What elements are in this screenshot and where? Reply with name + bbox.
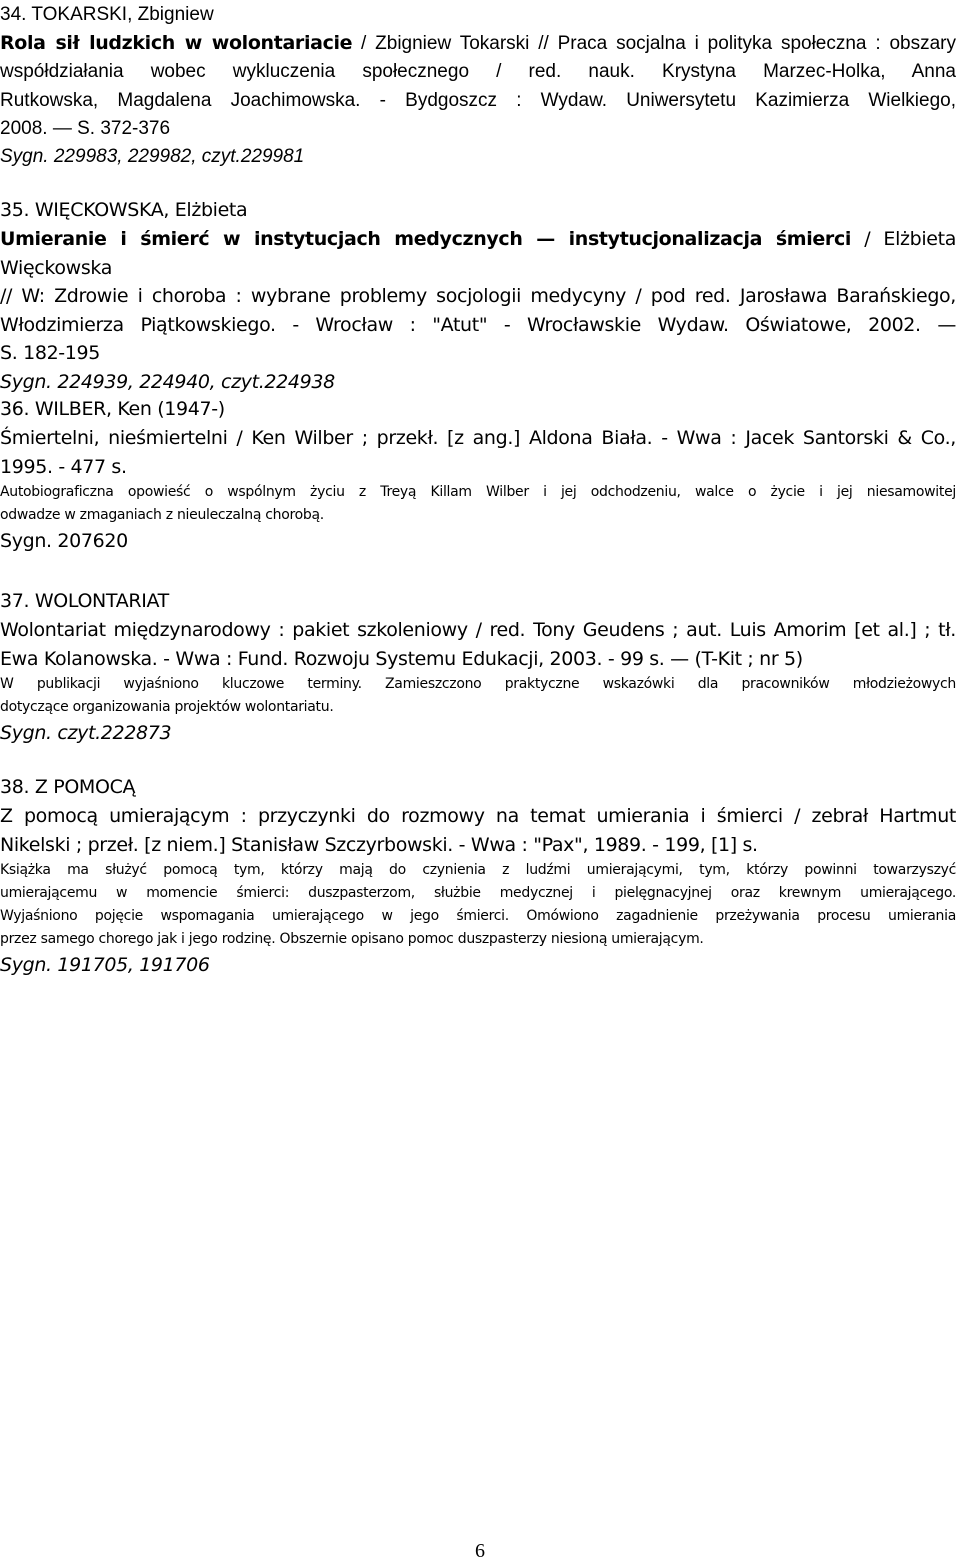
entry-heading: 34. TOKARSKI, Zbigniew (0, 4, 214, 25)
entry-heading: 38. Z POMOCĄ (0, 776, 136, 798)
entry-description-text: / Zbigniew Tokarski // Praca socjalna i polityka społeczna : obszary (352, 33, 956, 54)
entry-description-line: Ewa Kolanowska. - Wwa : Fund. Rozwoju Systemu Edukacji, 2003. - 99 s. — (T-Kit ; nr 5) (0, 647, 803, 670)
entry-description-line: Włodzimierza Piątkowskiego. - Wrocław : "Atut" - Wrocławskie Wydaw. Oświatowe, 2002. — (0, 313, 956, 336)
entry-description-text: / Elżbieta Więckowska (0, 228, 956, 279)
entry-annotation-line: W publikacji wyjaśniono kluczowe terminy. Zamieszczono praktyczne wskazówki dla pracowników młodzieżowych (0, 676, 956, 692)
entry-description-line: Śmiertelni, nieśmiertelni / Ken Wilber ; przekł. [z ang.] Aldona Biała. - Wwa : Jacek Santorski & Co., (0, 427, 956, 449)
entry-call-number: Sygn. 229983, 229982, czyt.229981 (0, 146, 305, 168)
entry-annotation-line: Wyjaśniono pojęcie wspomagania umierającego w jego śmierci. Omówiono zagadnienie przeżywania procesu umierania (0, 908, 956, 924)
entry-title-bold: Umieranie i śmierć w instytucjach medycznych — instytucjonalizacja śmierci (0, 228, 852, 250)
entry-call-number: Sygn. 224939, 224940, czyt.224938 (0, 370, 335, 393)
bibliography-entry-36 (0, 395, 956, 555)
entry-annotation-line: Autobiograficzna opowieść o wspólnym życiu z Treyą Killam Wilber i jej odchodzeniu, walce o życie i jej niesamowitej (0, 484, 956, 500)
entry-heading: 36. WILBER, Ken (1947-) (0, 398, 225, 420)
entry-description-line: 2008. — S. 372-376 (0, 117, 171, 139)
entry-annotation-line: odwadze w zmaganiach z nieuleczalną chorobą. (0, 507, 324, 523)
entry-annotation (0, 673, 956, 719)
entry-heading: 37. WOLONTARIAT (0, 590, 169, 612)
entry-description-line (0, 29, 956, 58)
bibliography-entry-34 (0, 0, 956, 171)
entry-annotation-line: Książka ma służyć pomocą tym, którzy mają do czynienia z ludźmi umierającymi, tym, którzy powinni towarzyszyć (0, 862, 956, 878)
entry-description-line: Z pomocą umierającym : przyczynki do rozmowy na temat umierania i śmierci / zebrał Hartmut (0, 805, 956, 827)
entry-annotation (0, 481, 956, 527)
bibliography-entry-35 (0, 196, 956, 396)
entry-description-line: 1995. - 477 s. (0, 455, 127, 478)
entry-call-number: Sygn. 191705, 191706 (0, 954, 210, 976)
entry-title-bold: Rola sił ludzkich w wolontariacie (0, 32, 353, 54)
bibliography-entry-38 (0, 773, 956, 979)
entry-description-line: współdziałania wobec wykluczenia społecznego / red. nauk. Krystyna Marzec-Holka, Anna (0, 61, 956, 83)
entry-description-line: Nikelski ; przeł. [z niem.] Stanisław Szczyrbowski. - Wwa : "Pax", 1989. - 199, [1] s. (0, 833, 758, 856)
entry-annotation-line: umierającemu w momencie śmierci: duszpasterzom, służbie medycznej i pielęgnacyjnej oraz krewnym umierającego. (0, 885, 956, 901)
entry-call-number: Sygn. czyt.222873 (0, 722, 172, 744)
entry-heading: 35. WIĘCKOWSKA, Elżbieta (0, 199, 248, 221)
entry-call-number: Sygn. 207620 (0, 530, 128, 552)
entry-description-line: Rutkowska, Magdalena Joachimowska. - Bydgoszcz : Wydaw. Uniwersytetu Kazimierza Wielkiego, (0, 89, 956, 111)
page-number: 6 (475, 1540, 485, 1562)
entry-annotation-line: przez samego chorego jak i jego rodzinę. Obszernie opisano pomoc duszpasterzy niesioną umierającym. (0, 931, 704, 947)
entry-annotation-line: dotyczące organizowania projektów wolontariatu. (0, 699, 334, 715)
entry-description-line: Wolontariat międzynarodowy : pakiet szkoleniowy / red. Tony Geudens ; aut. Luis Amorim [et al.] ; tł. (0, 619, 956, 641)
entry-annotation (0, 859, 956, 951)
entry-description-line (0, 225, 956, 282)
bibliography-entry-37 (0, 587, 956, 747)
entry-description-line: // W: Zdrowie i choroba : wybrane problemy socjologii medycyny / pod red. Jarosława Barańskiego, (0, 285, 956, 307)
entry-description-line: S. 182-195 (0, 342, 101, 364)
